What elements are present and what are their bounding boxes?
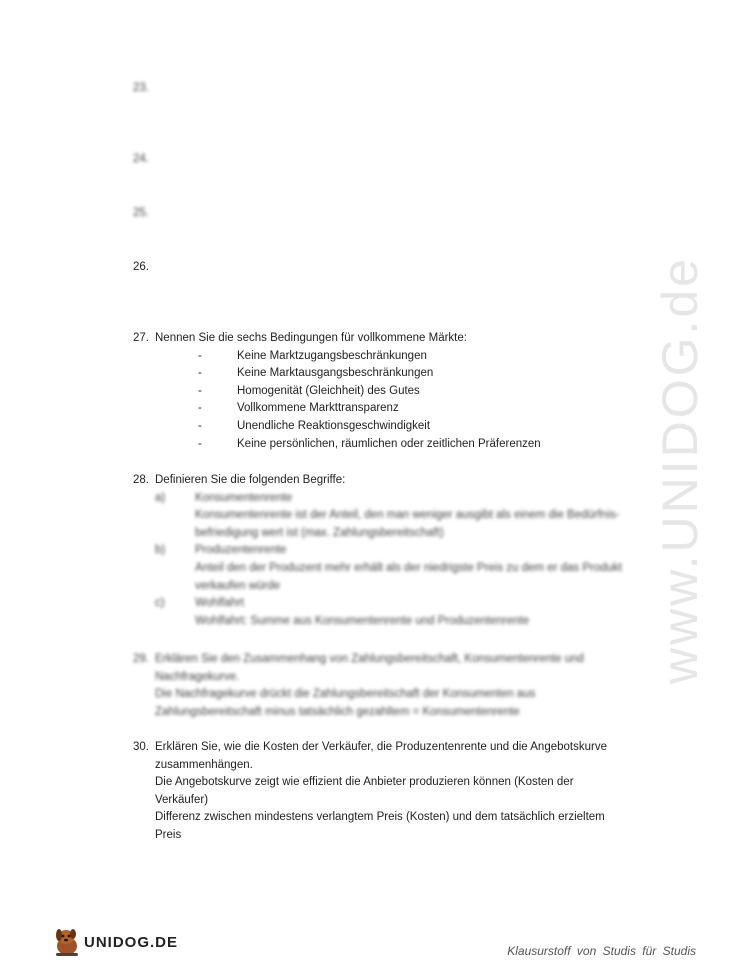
question-number-24: 24. [133, 153, 149, 165]
list-item: - Keine Marktzugangsbeschränkungen [198, 349, 427, 362]
list-item: - Homogenität (Gleichheit) des Gutes [198, 384, 420, 397]
logo-text: UNIDOG.DE [84, 933, 179, 951]
list-item: - Keine persönlichen, räumlichen oder zeitlichen Präferenzen [198, 437, 541, 450]
question-number: 27. [133, 332, 149, 344]
question-27 [133, 330, 541, 453]
unidog-logo[interactable] [52, 924, 178, 960]
question-number-25: 25. [133, 207, 149, 219]
question-number: 30. [133, 741, 149, 753]
list-item: - Vollkommene Markttransparenz [198, 402, 399, 415]
list-item: - Unendliche Reaktionsgeschwindigkeit [198, 419, 431, 432]
definition-item: a) Konsumentenrente Konsumentenrente ist der Anteil, den man weniger ausgibt als einem die Bedürfnis- befriedigung wert ist (max. Zahlungsbereitschaft) [155, 491, 620, 539]
bullet-list [155, 348, 541, 454]
definition-list [155, 490, 622, 631]
definition-item: c) Wohlfahrt Wohlfahrt: Summe aus Konsumentenrente und Produzentenrente [155, 597, 530, 627]
question-29: 29. Erklären Sie den Zusammenhang von Zahlungsbereitschaft, Konsumentenrente und Nachfragekurve. Die Nachfragekurve drückt die Zahlungsbereitschaft der Konsumenten aus Zahlungsbereitschaft minus tatsächlich gezahltem = Konsumentenrente [133, 653, 584, 718]
watermark: www.UNIDOG.de [652, 256, 708, 684]
dog-mascot-icon [52, 926, 82, 958]
list-item: - Keine Marktausgangsbeschränkungen [198, 367, 434, 380]
footer-tagline: Klausurstoff von Studis für Studis [507, 944, 696, 958]
definition-item: b) Produzentenrente Anteil den der Produzent mehr erhält als der niedrigste Preis zu dem er das Produkt verkaufen würde [155, 544, 622, 592]
question-number-26: 26. [133, 261, 149, 273]
question-28 [133, 472, 622, 630]
question-number: 28. [133, 474, 149, 486]
question-30: 30. Erklären Sie, wie die Kosten der Verkäufer, die Produzentenrente und die Angebotskurve zusammenhängen. Die Angebotskurve zeigt wie effizient die Anbieter produzieren können (Kosten der Verkäufer) Differenz zwischen mindestens verlangtem Preis (Kosten) und dem tatsächlich erzieltem Preis [133, 741, 607, 841]
question-prompt: Definieren Sie die folgenden Begriffe: [155, 474, 346, 486]
question-prompt: Nennen Sie die sechs Bedingungen für vollkommene Märkte: [155, 332, 467, 344]
question-number-23: 23. [133, 82, 149, 94]
